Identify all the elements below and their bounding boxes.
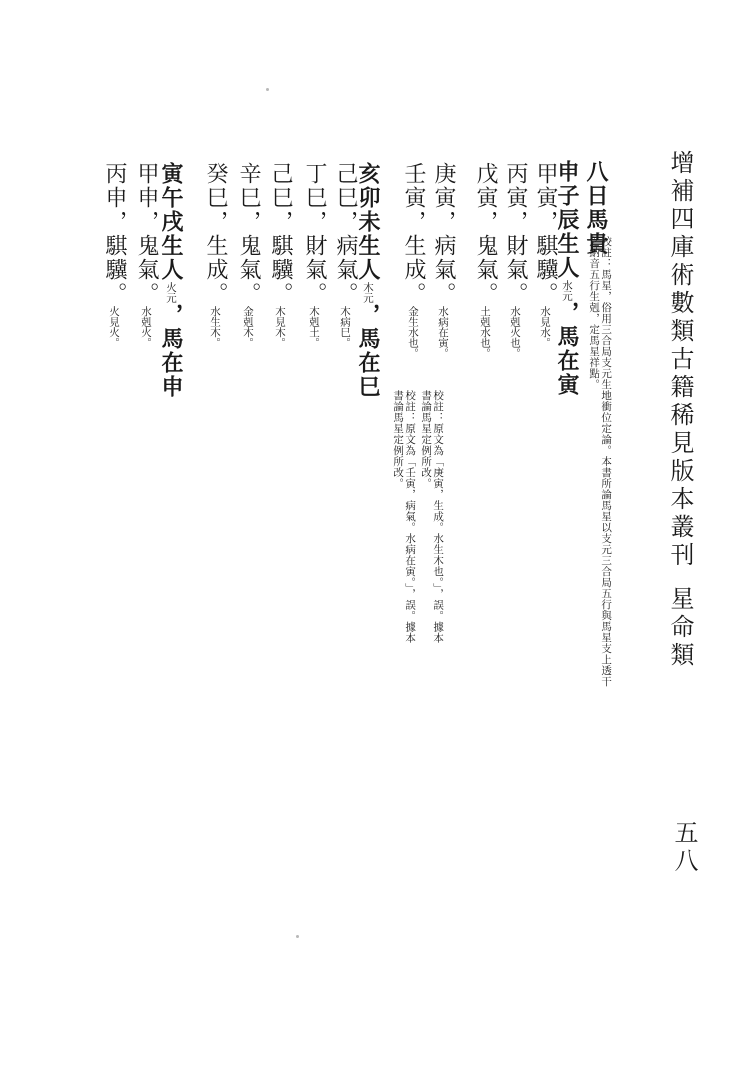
entry-annotation: 水見水。 <box>539 306 551 348</box>
entry-annotation: 金生水也。 <box>407 306 419 359</box>
entry-jiashen: 甲申，鬼氣。水剋火。 <box>128 162 157 348</box>
entry-annotation: 木病巳。 <box>339 306 351 348</box>
entry-annotation: 火見火。 <box>108 306 120 348</box>
entry-jisi-1: 己巳，病氣。木病巳。 <box>327 162 356 348</box>
entry-jiayin: 甲寅，騏驥。水見水。 <box>527 162 556 348</box>
entry-annotation: 水病在寅。 <box>437 306 449 359</box>
entry-xinsi: 辛巳，鬼氣。金剋木。 <box>230 162 259 348</box>
group-title-yinwuxu: 寅午戌生人火元，馬在申 <box>158 162 184 399</box>
entry-annotation: 木見木。 <box>274 306 286 348</box>
entry-annotation: 木剋土。 <box>308 306 320 348</box>
entry-annotation: 土剋水也。 <box>479 306 491 359</box>
entry-bingyin: 丙寅，財氣。水剋火也。 <box>497 162 526 359</box>
collation-note-gengyin: 校註：原文為「庚寅，生成。水生木也。」，誤。據本書論馬星定例所改。 <box>420 390 445 644</box>
element-annotation: 水元 <box>561 280 573 301</box>
entry-annotation: 水生木。 <box>209 306 221 348</box>
entry-annotation: 金剋木。 <box>242 306 254 348</box>
heading-note: 校註：馬星，俗用三合局支元生地衝位定論。本書所論馬星以支元三合局五行與馬星支上透干之納音五行生剋，定馬星祥點。 <box>588 236 613 687</box>
element-annotation: 火元 <box>165 282 177 303</box>
scan-speck <box>266 88 269 91</box>
entry-dingsi: 丁巳，財氣。木剋土。 <box>296 162 325 348</box>
heading-text: 八日馬貴 <box>583 160 609 256</box>
scan-speck <box>296 935 299 938</box>
entry-annotation: 水剋火。 <box>140 306 152 348</box>
entry-jisi-2: 己巳，騏驥。木見木。 <box>262 162 291 348</box>
book-title: 增補四庫術數類古籍稀見版本叢刊 <box>666 150 694 570</box>
running-header <box>668 150 692 670</box>
page-number: 五八 <box>670 820 698 876</box>
element-annotation: 木元 <box>362 282 374 303</box>
entry-bingshen: 丙申，騏驥。火見火。 <box>96 162 125 348</box>
collation-note-renyin: 校註：原文為「壬寅，病氣。水病在寅。」，誤。據本書論馬星定例所改。 <box>392 390 417 644</box>
entry-annotation: 水剋火也。 <box>509 306 521 359</box>
group-title-shenzichen: 申子辰生人水元，馬在寅 <box>554 160 580 397</box>
entry-renyin: 壬寅，生成。金生水也。 <box>395 162 424 359</box>
group-title-haimaowei: 亥卯未生人木元，馬在巳 <box>355 162 381 399</box>
category-label: 星命類 <box>666 586 694 670</box>
entry-wuyin: 戊寅，鬼氣。土剋水也。 <box>467 162 496 359</box>
entry-gengyin: 庚寅，病氣。水病在寅。 <box>425 162 454 359</box>
entry-guisi: 癸巳，生成。水生木。 <box>197 162 226 348</box>
